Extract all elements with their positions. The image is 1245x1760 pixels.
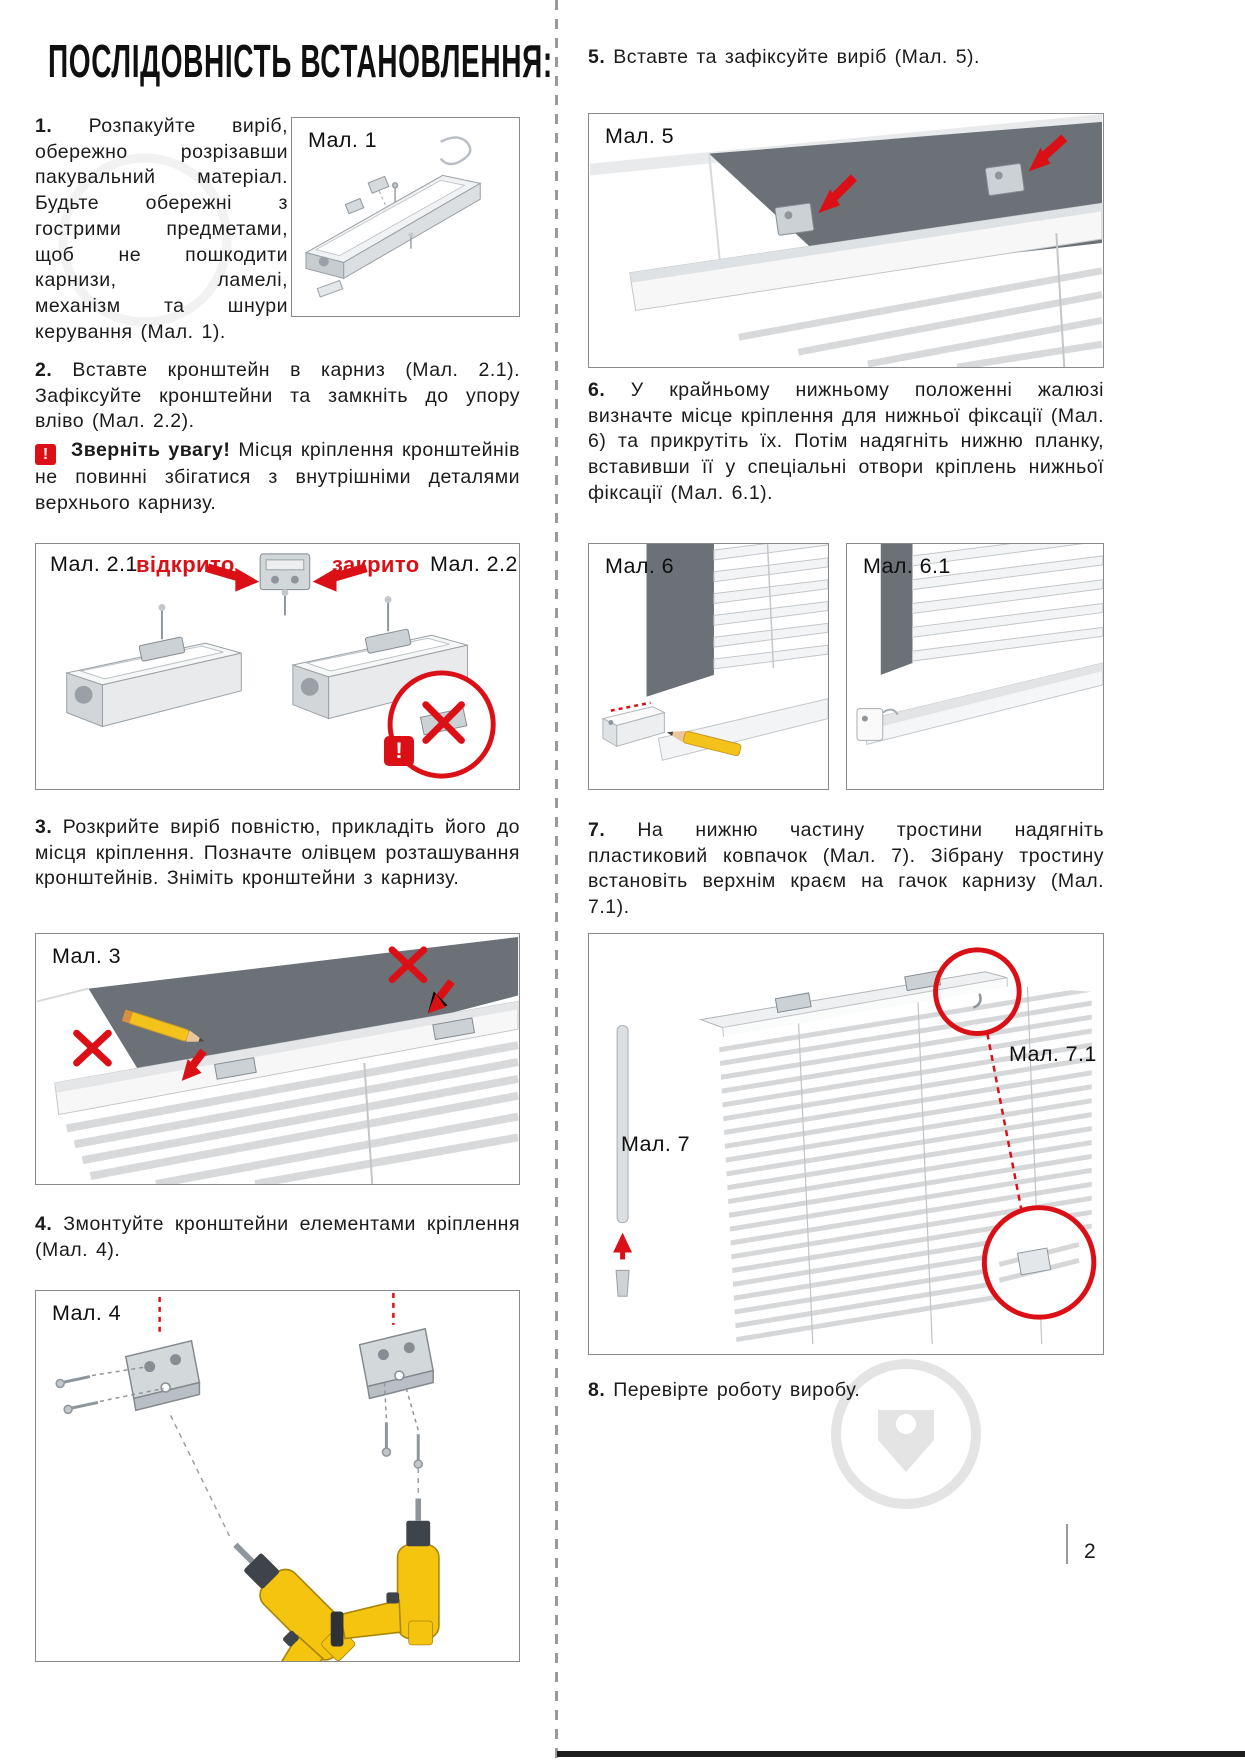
figure-4-illustration <box>36 1291 519 1661</box>
page-title: ПОСЛІДОВНІСТЬ ВСТАНОВЛЕННЯ: <box>48 35 553 87</box>
figure-7-1-label: Мал. 7.1 <box>1009 1042 1097 1066</box>
figure-4 <box>35 1290 520 1662</box>
figure-6-label: Мал. 6 <box>605 554 674 578</box>
figure-3-illustration <box>36 934 519 1184</box>
step-5 <box>588 45 1104 71</box>
figure-2 <box>35 543 520 790</box>
step-7-number: 7. <box>588 819 606 841</box>
step-6-number: 6. <box>588 379 606 401</box>
screw-icon <box>56 1377 98 1414</box>
red-arrow-icon <box>613 1233 632 1253</box>
bottom-rail-icon <box>658 699 828 760</box>
step-3-number: 3. <box>35 816 53 838</box>
cord-icon <box>768 544 774 668</box>
figure-1-label: Мал. 1 <box>308 128 377 152</box>
figure-1 <box>291 117 520 317</box>
bracket-icon <box>126 1341 200 1411</box>
bottom-rule <box>557 1751 1245 1757</box>
step-4 <box>35 1212 520 1263</box>
warning-title: Зверніть увагу! <box>71 439 231 462</box>
bracket-icon <box>360 1329 434 1399</box>
figure-2-illustration <box>36 544 519 789</box>
warning-icon: ! <box>35 444 56 465</box>
step-8-text: Перевірте роботу виробу. <box>613 1379 861 1401</box>
figure-2-2-label: Мал. 2.2 <box>430 552 518 576</box>
step-5-text: Вставте та зафіксуйте виріб (Мал. 5). <box>613 46 980 68</box>
figure-3-label: Мал. 3 <box>52 944 121 968</box>
fixation-bracket-icon <box>603 707 664 747</box>
figure-6-1-illustration <box>847 544 1103 789</box>
figure-5-illustration <box>589 114 1103 367</box>
screw-icon <box>382 1422 422 1468</box>
cornice-open-icon <box>67 604 242 727</box>
figure-3 <box>35 933 520 1185</box>
step-8 <box>588 1378 1104 1404</box>
step-3 <box>35 815 520 892</box>
figure-6-illustration <box>589 544 828 789</box>
cap-icon <box>616 1270 629 1296</box>
alert-badge-icon: ! <box>384 736 414 766</box>
step-1 <box>35 114 288 346</box>
figure-6-1 <box>846 543 1104 790</box>
step-7-text: На нижню частину тростини надягніть пластиковий ковпачок (Мал. 7). Зібрану тростину встановіть верхнім краєм на гачок карнизу (Мал. 7.1). <box>588 819 1104 919</box>
figure-6-1-label: Мал. 6.1 <box>863 554 951 578</box>
step-2-text: Вставте кронштейн в карниз (Мал. 2.1). Зафіксуйте кронштейни та замкніть до упору вліво (Мал. 2.2). <box>35 359 520 433</box>
red-x-icon <box>77 1033 109 1063</box>
warning-text: Місця кріплення кронштейнів не повинні збігатися з внутрішніми деталями верхнього карнизу. <box>35 439 520 514</box>
drill-icon <box>331 1498 439 1646</box>
step-3-text: Розкрийте виріб повністю, прикладіть його до місця кріплення. Позначте олівцем розташування кронштейнів. Зніміть кронштейни з карнизу. <box>35 816 520 890</box>
step-6 <box>588 378 1104 507</box>
cord-icon <box>441 138 471 165</box>
figure-7 <box>588 933 1104 1355</box>
figure-5 <box>588 113 1104 368</box>
wand-icon <box>613 1026 632 1297</box>
figure-2-closed-label: закрито <box>332 552 420 577</box>
figure-6 <box>588 543 829 790</box>
page-number-value: 2 <box>1084 1540 1096 1563</box>
figure-2-1-label: Мал. 2.1 <box>50 552 138 576</box>
page-number <box>1066 1524 1096 1564</box>
step-2-warning <box>35 438 520 516</box>
step-1-number: 1. <box>35 115 53 137</box>
step-4-text: Змонтуйте кронштейни елементами кріплення (Мал. 4). <box>35 1213 521 1261</box>
column-divider <box>555 0 558 1760</box>
figure-4-label: Мал. 4 <box>52 1301 121 1325</box>
step-2-main <box>35 358 520 435</box>
step-2-number: 2. <box>35 359 53 381</box>
step-4-number: 4. <box>35 1213 53 1235</box>
step-7 <box>588 818 1104 921</box>
step-5-number: 5. <box>588 46 606 68</box>
bracket-icon <box>260 554 310 590</box>
figure-7-label: Мал. 7 <box>621 1132 690 1156</box>
figure-2-open-label: відкрито <box>136 552 235 577</box>
step-2 <box>35 358 520 517</box>
step-6-text: У крайньому нижньому положенні жалюзі визначте місце кріплення для нижньої фіксації (Мал. 6) та прикрутіть їх. Потім надягніть нижню планку, вставивши її у спеціальні отвори кріплень нижньої фіксації (Мал. 6.1). <box>588 379 1104 504</box>
step-1-text: Розпакуйте виріб, обережно розрізавши пакувальний матеріал. Будьте обережні з гострими предметами, щоб не пошкодити карнизи, ламелі, механізм та шнури керування (Мал. 1). <box>35 115 288 343</box>
red-circle-bracket <box>984 1208 1093 1317</box>
step-8-number: 8. <box>588 1379 606 1401</box>
figure-5-label: Мал. 5 <box>605 124 674 148</box>
